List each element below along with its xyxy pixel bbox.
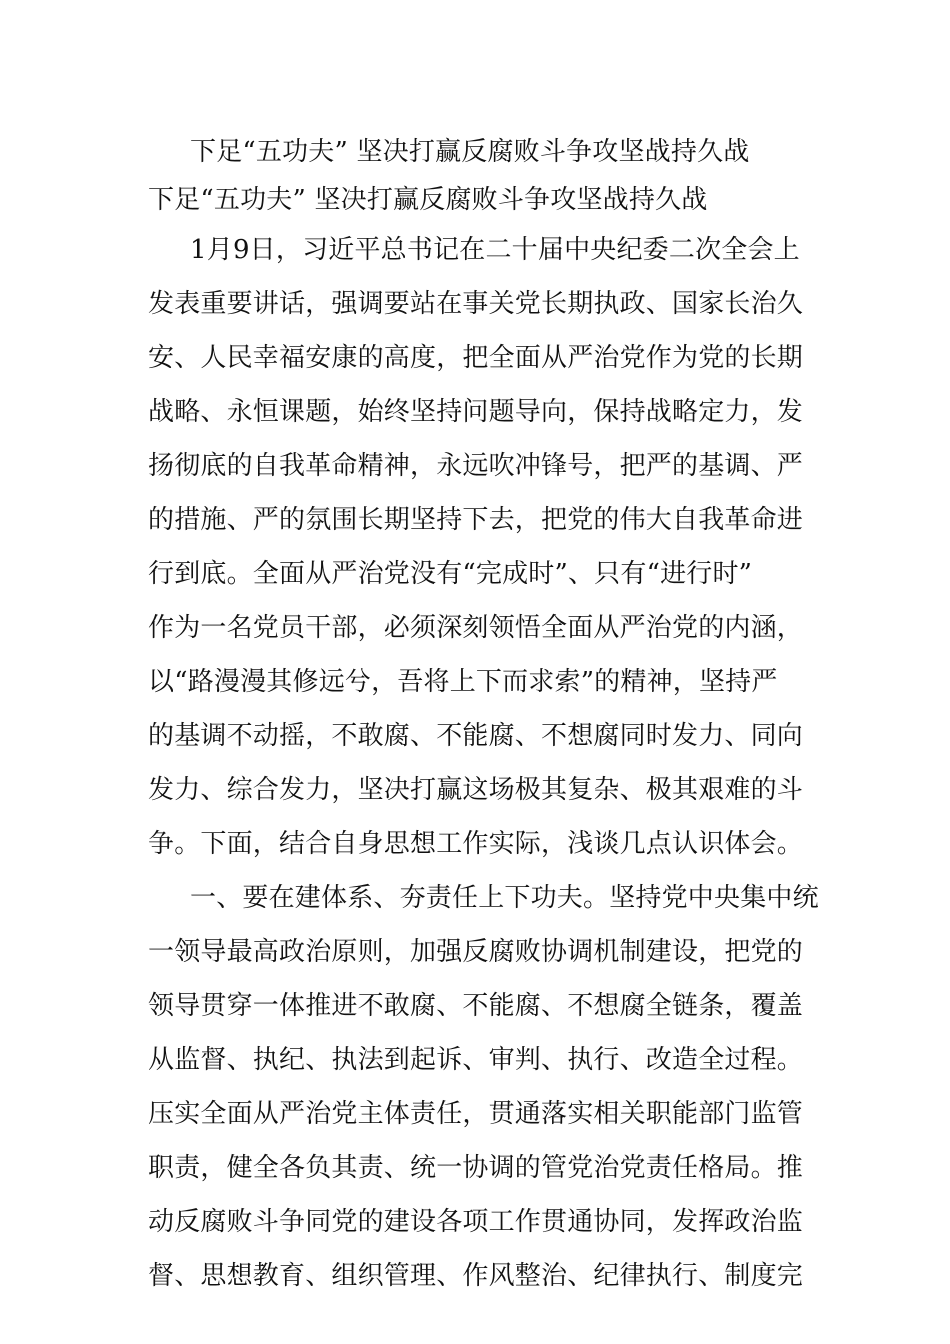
paragraph-line: 战略、永恒课题，始终坚持问题导向，保持战略定力，发 <box>148 397 804 427</box>
paragraph-line: 压实全面从严治党主体责任，贯通落实相关职能部门监管 <box>148 1099 804 1129</box>
paragraph-line: 动反腐败斗争同党的建设各项工作贯通协同，发挥政治监 <box>148 1207 804 1237</box>
paragraph-line: 争。下面，结合自身思想工作实际，浅谈几点认识体会。 <box>148 829 804 859</box>
paragraph-line: 安、人民幸福安康的高度，把全面从严治党作为党的长期 <box>148 343 804 373</box>
paragraph-line: 督、思想教育、组织管理、作风整治、纪律执行、制度完 <box>148 1261 804 1291</box>
paragraph-line: 以“路漫漫其修远兮，吾将上下而求索”的精神，坚持严 <box>148 667 778 697</box>
paragraph-line: 1月9日，习近平总书记在二十届中央纪委二次全会上 <box>190 235 800 265</box>
paragraph-line: 从监督、执纪、执法到起诉、审判、执行、改造全过程。 <box>148 1045 804 1075</box>
paragraph-line: 行到底。全面从严治党没有“完成时”、只有“进行时” <box>148 559 753 589</box>
paragraph-line: 职责，健全各负其责、统一协调的管党治党责任格局。推 <box>148 1153 804 1183</box>
paragraph-line: 的措施、严的氛围长期坚持下去，把党的伟大自我革命进 <box>148 505 804 535</box>
paragraph-line: 发表重要讲话，强调要站在事关党长期执政、国家长治久 <box>148 289 804 319</box>
paragraph-line: 作为一名党员干部，必须深刻领悟全面从严治党的内涵， <box>148 613 804 643</box>
document-title-line-1: 下足“五功夫” 坚决打赢反腐败斗争攻坚战持久战 <box>190 137 750 167</box>
document-title-line-2: 下足“五功夫” 坚决打赢反腐败斗争攻坚战持久战 <box>148 185 708 215</box>
paragraph-line: 领导贯穿一体推进不敢腐、不能腐、不想腐全链条，覆盖 <box>148 991 804 1021</box>
paragraph-line: 发力、综合发力，坚决打赢这场极其复杂、极其艰难的斗 <box>148 775 804 805</box>
paragraph-line: 扬彻底的自我革命精神，永远吹冲锋号，把严的基调、严 <box>148 451 804 481</box>
paragraph-line: 一、要在建体系、夯责任上下功夫。坚持党中央集中统 <box>190 883 819 913</box>
paragraph-line: 一领导最高政治原则，加强反腐败协调机制建设，把党的 <box>148 937 804 967</box>
paragraph-line: 的基调不动摇，不敢腐、不能腐、不想腐同时发力、同向 <box>148 721 804 751</box>
